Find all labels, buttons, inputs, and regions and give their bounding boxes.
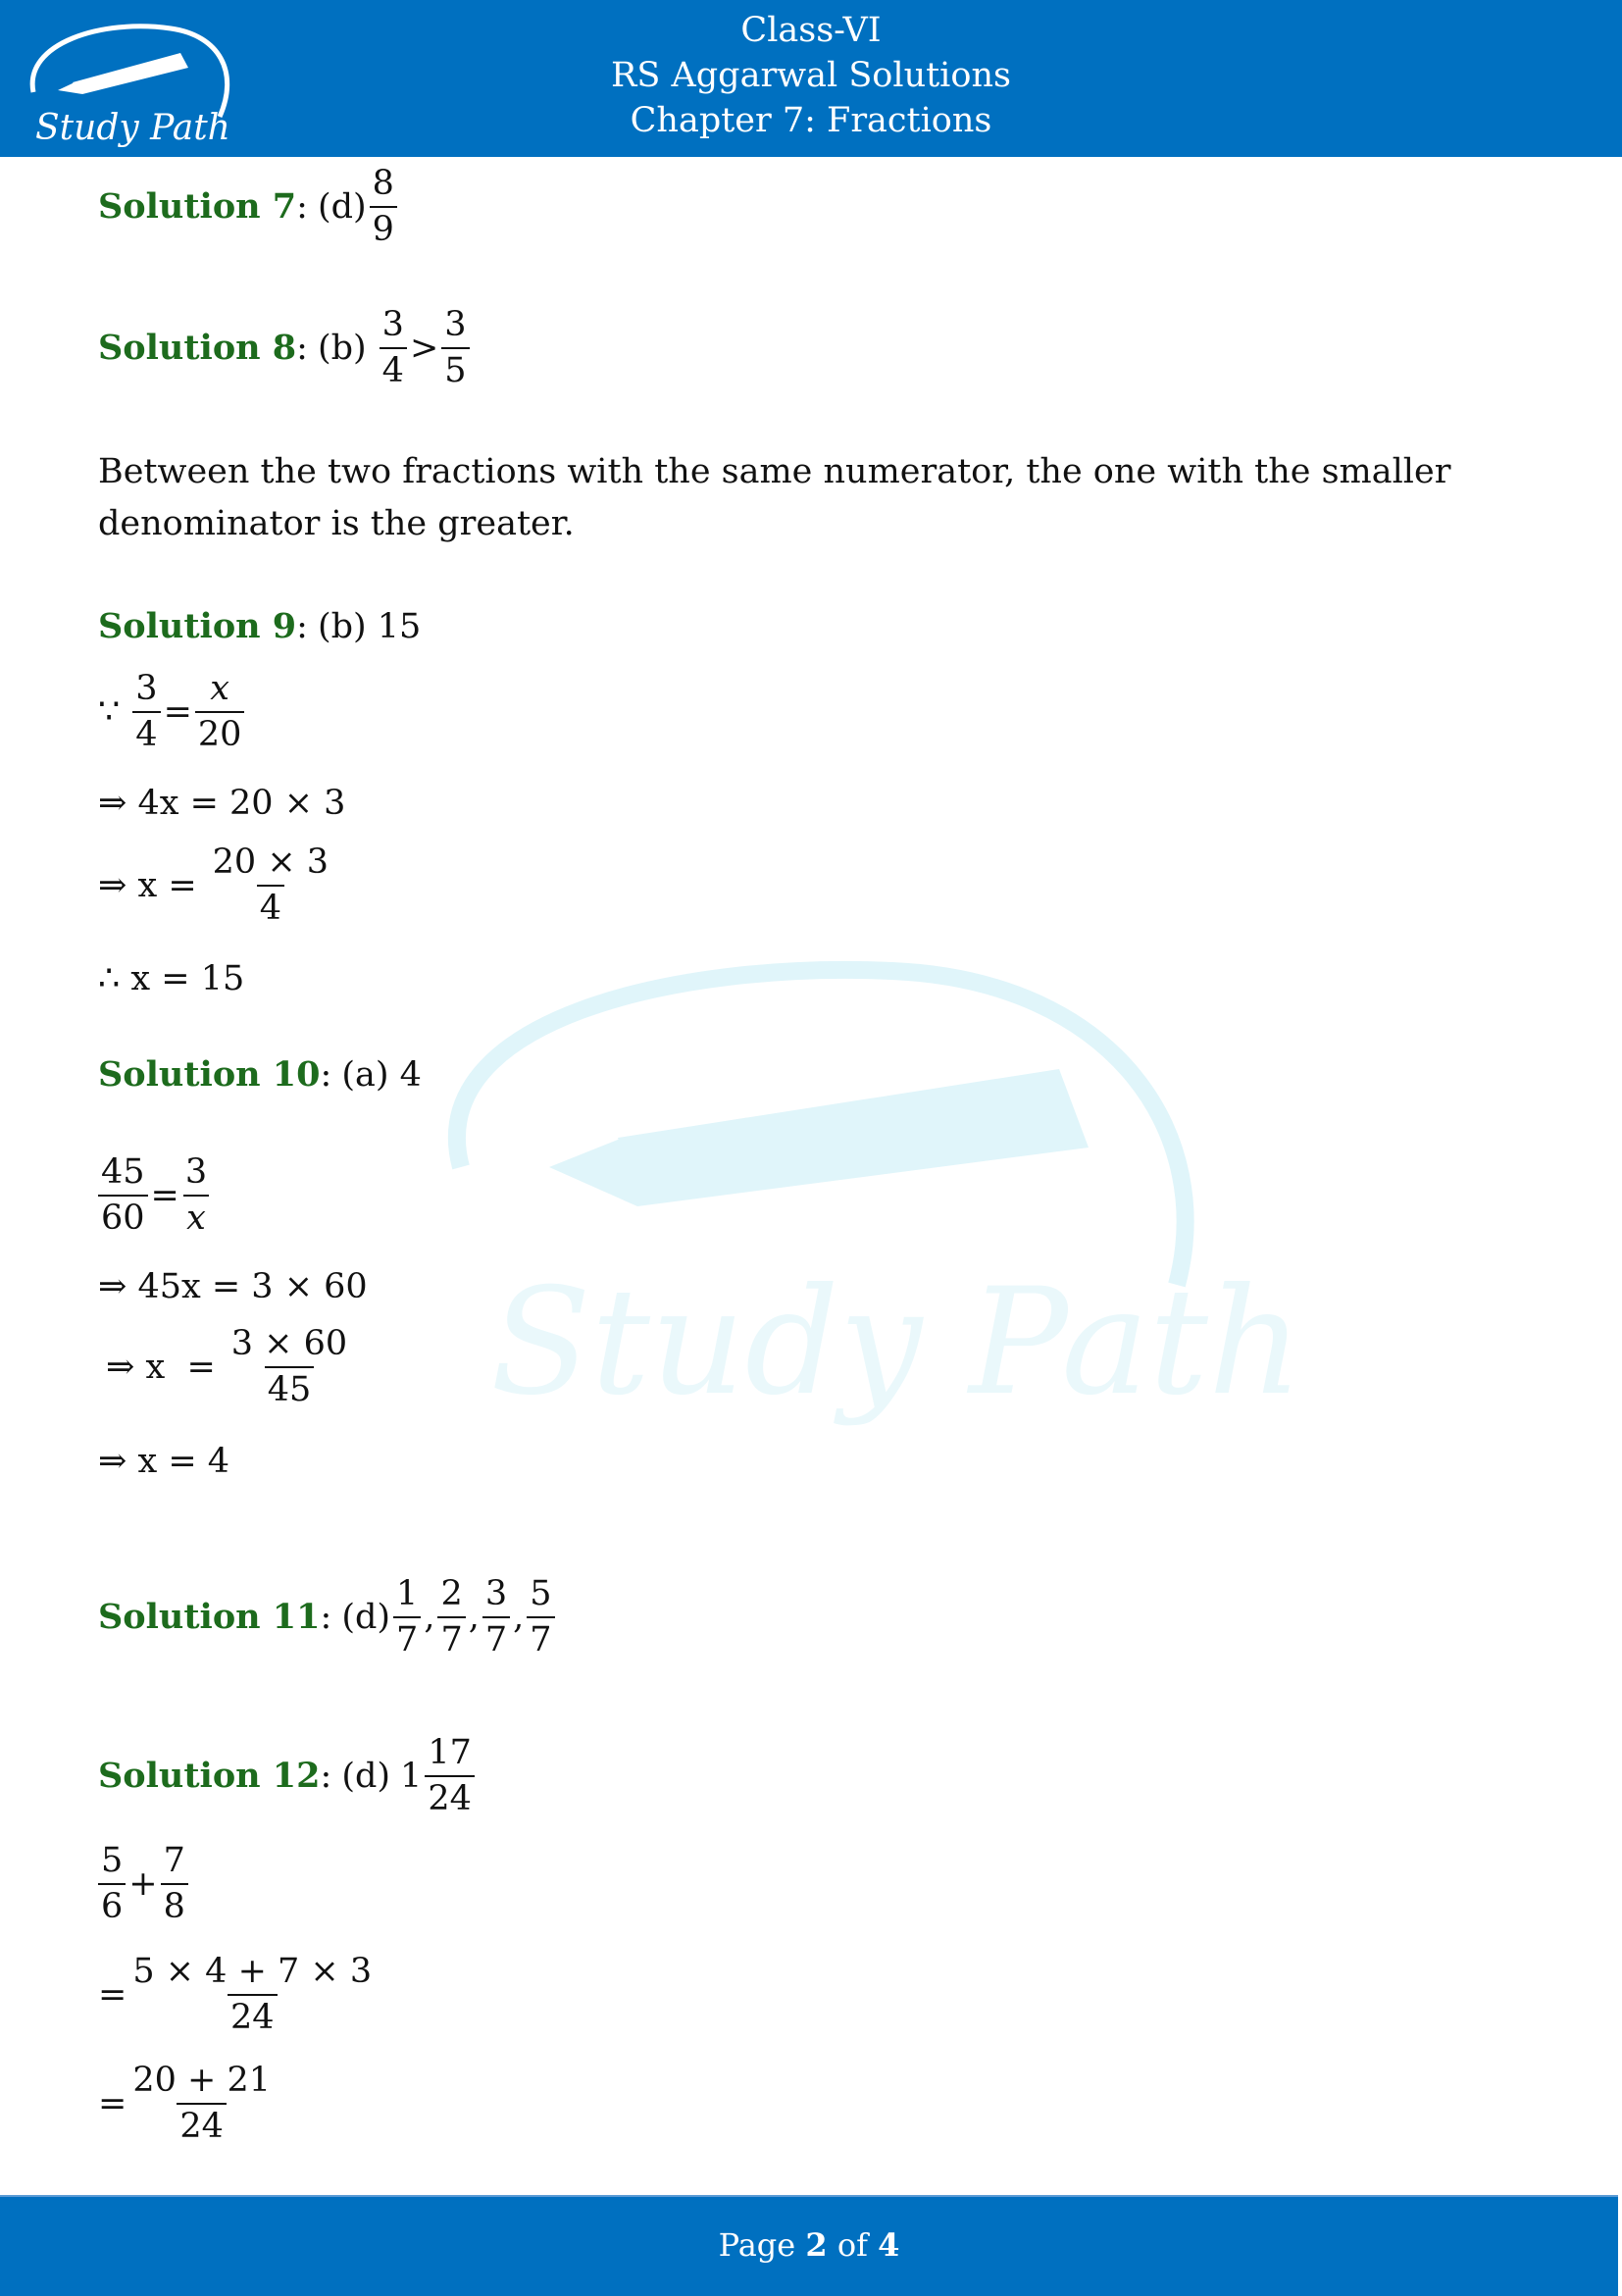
solution-10-answer: (a) 4 [341,1055,422,1095]
solution-12-answer: (d) [341,1757,391,1796]
solution-7 [98,164,400,249]
header-class: Class-VI [740,11,882,50]
colon: : [296,329,308,368]
solution-9-step-3: ⇒ x = $\frac{20 \times 3}{4}$ [98,845,334,926]
solution-11-answer: (d) [341,1598,391,1637]
fraction: $\frac{5}{7}$ [527,1577,554,1658]
solution-11: Solution 11 : (d) $\frac{1}{7}$ , $\frac{2}{7}$ , $\frac{3}{7}$ , $\frac{5}{7}$ [98,1577,558,1658]
solution-9-step-1: ∵ $\frac{3}{4}$ = $\frac{x}{20}$ [98,672,247,752]
fraction: $\frac{x}{20}$ [195,672,245,752]
fraction: $\frac{3}{4}$ [132,672,160,752]
solution-10-step-2: ⇒ 45x = 3 × 60 [98,1267,368,1306]
colon: : [320,1055,332,1095]
page-footer [0,2195,1618,2296]
solution-11-label: Solution 11 [98,1597,321,1637]
fraction: $\frac{8}{9}$ [370,167,397,247]
solution-9-answer: (b) 15 [317,607,422,646]
solution-8-label: Solution 8 [98,328,297,368]
solution-9 [98,605,421,648]
solution-8 [98,305,473,390]
solution-10 [98,1053,422,1097]
solution-12 [98,1733,478,1818]
fraction: $\frac{3}{x}$ [184,1152,208,1238]
svg-text:Study Path: Study Path [490,1257,1303,1428]
solution-9-step-2: ⇒ 4x = 20 × 3 [98,784,346,823]
colon: : [296,187,308,227]
fraction: $\frac{3}{4}$ [380,308,407,388]
header-book: RS Aggarwal Solutions [611,56,1011,95]
fraction: $\frac{7}{8}$ [161,1844,188,1924]
solution-7-label: Solution 7 [98,186,297,227]
mixed-whole: 1 [400,1757,423,1796]
colon: : [320,1598,332,1637]
solution-9-label: Solution 9 [98,606,297,646]
colon: : [296,607,308,646]
fraction: $\frac{3 \times 60}{45}$ [230,1324,348,1409]
page-header [0,0,1622,157]
fraction: $\frac{1}{7}$ [393,1577,421,1658]
fraction: $\frac{3}{7}$ [482,1577,510,1658]
solution-12-step-1: $\frac{5}{6}$ + $\frac{7}{8}$ [98,1844,191,1924]
page-number: Page 2 of 4 [718,2226,900,2264]
solution-10-step-4: ⇒ x = 4 [98,1442,230,1481]
solution-12-step-2: = $\frac{5 \times 4 + 7 \times 3}{24}$ [98,1955,378,2035]
fraction: $\frac{5 \times 4 + 7 \times 3}{24}$ [132,1952,373,2037]
colon: : [320,1757,332,1796]
fraction: $\frac{2}{7}$ [437,1577,465,1658]
solution-8-explanation: Between the two fractions with the same numerator, the one with the smaller denominator is the greater. [98,452,1451,543]
solution-10-step-1: $\frac{45}{60}$ = $\frac{3}{x}$ [98,1155,213,1236]
solution-10-step-3: ⇒ x = $\frac{3 \times 60}{45}$ [106,1327,353,1407]
fraction: $\frac{17}{24}$ [425,1736,475,1816]
header-chapter: Chapter 7: Fractions [630,101,992,140]
fraction: $\frac{20 + 21}{24}$ [132,2061,271,2146]
operator: > [409,329,439,368]
fraction: $\frac{20 \times 3}{4}$ [212,842,329,928]
fraction: $\frac{45}{60}$ [98,1155,148,1236]
solution-12-label: Solution 12 [98,1756,321,1796]
study-path-watermark [431,961,1303,1471]
solution-9-step-4: ∴ x = 15 [98,959,245,998]
solution-10-label: Solution 10 [98,1054,321,1095]
solution-12-step-3: = $\frac{20 + 21}{24}$ [98,2064,277,2144]
svg-text:Study Path: Study Path [35,108,230,148]
fraction: $\frac{5}{6}$ [98,1844,126,1924]
fraction: $\frac{3}{5}$ [441,308,469,388]
solution-7-answer: (d) [317,187,367,227]
solution-8-answer: (b) [317,329,367,368]
